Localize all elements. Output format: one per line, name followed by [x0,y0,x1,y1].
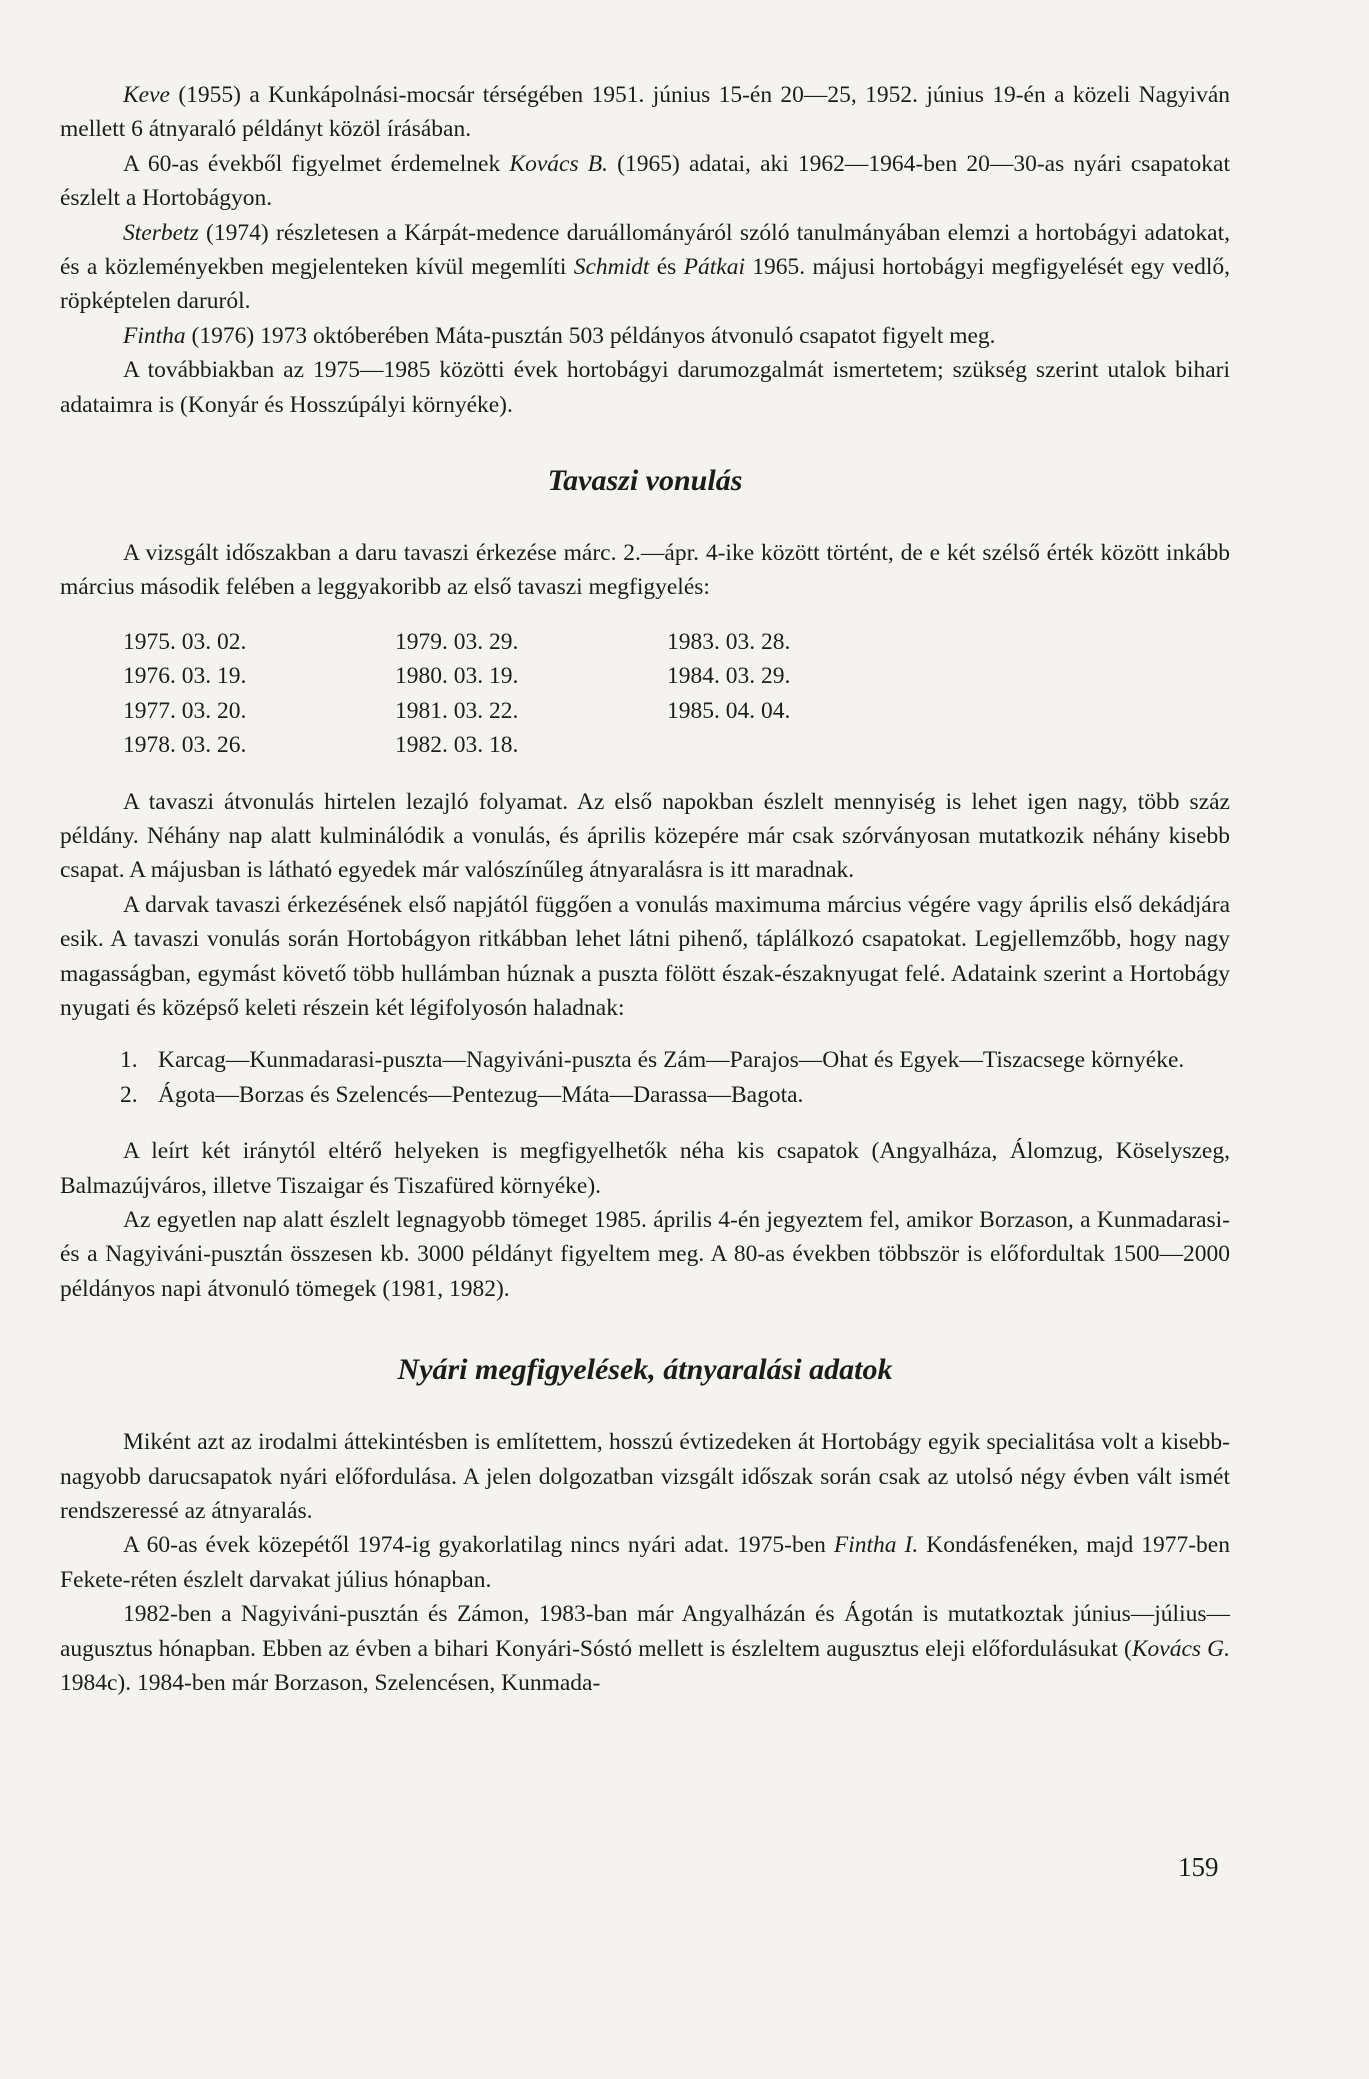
body-paragraph: 1982-ben a Nagyiváni-pusztán és Zámon, 1983-ban már Angyalházán és Ágotán is mutatkoztak június—július—augusztus hónapban. Ebben az évben a bihari Konyári-Sóstó mellett is észleltem augusztus eleji előfordulásukat (Kovács G. 1984c). 1984-ben már Borzason, Szelencésen, Kunmada- [60,1601,1230,1697]
date-entry: 1983. 03. 28. [667,628,791,655]
intro-paragraph: Fintha (1976) 1973 októberében Máta-pusztán 503 példányos átvonuló csapatot figyelt meg. [123,322,996,349]
intro-section [60,78,1230,422]
date-entry: 1976. 03. 19. [123,663,247,690]
date-entry: 1977. 03. 20. [123,697,247,724]
migration-routes-list [60,1043,1230,1112]
section-heading-summer-observations: Nyári megfigyelések, átnyaralási adatok [397,1353,893,1387]
author-name: Pátkai [683,254,745,281]
date-entry: 1982. 03. 18. [395,732,519,759]
dates-column [667,625,939,763]
route-number: 2. [120,1081,138,1108]
route-number: 1. [120,1047,138,1074]
route-text: Karcag—Kunmadarasi-puszta—Nagyiváni-puszta és Zám—Parajos—Ohat és Egyek—Tiszacsege környéke. [158,1047,1185,1074]
author-name: Sterbetz [123,219,199,246]
arrival-dates-table [123,625,1230,763]
body-paragraph: A 60-as évek közepétől 1974-ig gyakorlatilag nincs nyári adat. 1975-ben Fintha I. Kondásfenéken, majd 1977-ben Fekete-réten észlelt darvakat július hónapban. [60,1532,1230,1593]
date-entry: 1984. 03. 29. [667,663,791,690]
route-text: Ágota—Borzas és Szelencés—Pentezug—Máta—Darassa—Bagota. [158,1081,804,1108]
date-entry: 1979. 03. 29. [395,628,519,655]
date-entry: 1981. 03. 22. [395,697,519,724]
body-paragraph: Miként azt az irodalmi áttekintésben is említettem, hosszú évtizedeken át Hortobágy egyik specialitása volt a kisebb-nagyobb darucsapatok nyári előfordulása. A jelen dolgozatban vizsgált időszak során csak az utolsó négy évben vált ismét rendszeressé az átnyaralás. [60,1429,1230,1524]
route-item [60,1078,1230,1112]
author-name: Kovács G. [1131,1635,1230,1662]
body-paragraph: A leírt két iránytól eltérő helyeken is megfigyelhetők néha kis csapatok (Angyalháza, Álomzug, Köselyszeg, Balmazújváros, illetve Tiszaigar és Tiszafüred környéke). [60,1138,1230,1199]
dates-column [395,625,667,763]
intro-paragraph: A 60-as évekből figyelmet érdemelnek Kovács B. (1965) adatai, aki 1962—1964-ben 20—30-as nyári csapatokat észlelt a Hortobágyon. [60,150,1231,212]
author-name: Kovács B. [509,150,608,177]
author-name: Fintha I. [833,1532,919,1559]
body-paragraph: Az egyetlen nap alatt észlelt legnagyobb tömeget 1985. április 4-én jegyeztem fel, amikor Borzason, a Kunmadarasi- és a Nagyiváni-pusztán összesen kb. 3000 példányt figyeltem meg. A 80-as években többször is előfordultak 1500—2000 példányos napi átvonuló tömegek (1981, 1982). [60,1206,1230,1302]
spring-arrival-lead: A vizsgált időszakban a daru tavaszi érkezése márc. 2.—ápr. 4-ike között történt, de e két szélső érték között inkább március második felében a leggyakoribb az első tavaszi megfigyelés: [60,540,1230,601]
body-paragraph: A tavaszi átvonulás hirtelen lezajló folyamat. Az első napokban észlelt mennyiség is lehet igen nagy, több száz példány. Néhány nap alatt kulminálódik a vonulás, és április közepére már csak szórványosan mutatkozik néhány kisebb csapat. A májusban is látható egyedek már valószínűleg átnyaralásra is itt maradnak. [60,788,1230,884]
author-name: Schmidt [573,254,650,281]
dates-column [123,625,395,763]
date-entry: 1975. 03. 02. [123,628,247,655]
page-number: 159 [1178,1852,1219,1882]
author-name: Fintha [123,322,186,349]
body-paragraph: A darvak tavaszi érkezésének első napjától függően a vonulás maximuma március végére vagy április első dekádjára esik. A tavaszi vonulás során Hortobágyon ritkábban lehet látni pihenő, táplálkozó csapatokat. Legjellemzőbb, hogy nagy magasságban, egymást követő több hullámban húznak a puszta fölött észak-északnyugat felé. Adataink szerint a Hortobágy nyugati és középső keleti részein két légifolyosón haladnak: [60,891,1230,1021]
date-entry: 1980. 03. 19. [395,663,519,690]
intro-paragraph: Keve (1955) a Kunkápolnási-mocsár térségében 1951. június 15-én 20—25, 1952. június 19-én a közeli Nagyiván mellett 6 átnyaraló példányt közöl írásában. [60,82,1230,143]
date-entry: 1978. 03. 26. [123,732,247,759]
intro-paragraph: Sterbetz (1974) részletesen a Kárpát-medence daruállományáról szóló tanulmányában elemzi a hortobágyi adatokat, és a közleményekben megjelenteken kívül megemlíti Schmidt és Pátkai 1965. májusi hortobágyi megfigyelését egy vedlő, röpképtelen daruról. [60,219,1231,315]
date-entry: 1985. 04. 04. [667,697,791,724]
author-name: Keve [123,82,170,108]
intro-paragraph: A továbbiakban az 1975—1985 közötti évek hortobágyi darumozgalmát ismertetem; szükség szerint utalok bihari adataimra is (Konyár és Hosszúpályi környéke). [60,357,1230,418]
section-heading-spring-migration: Tavaszi vonulás [547,464,743,498]
route-item [60,1043,1230,1077]
page-body [60,78,1230,1700]
